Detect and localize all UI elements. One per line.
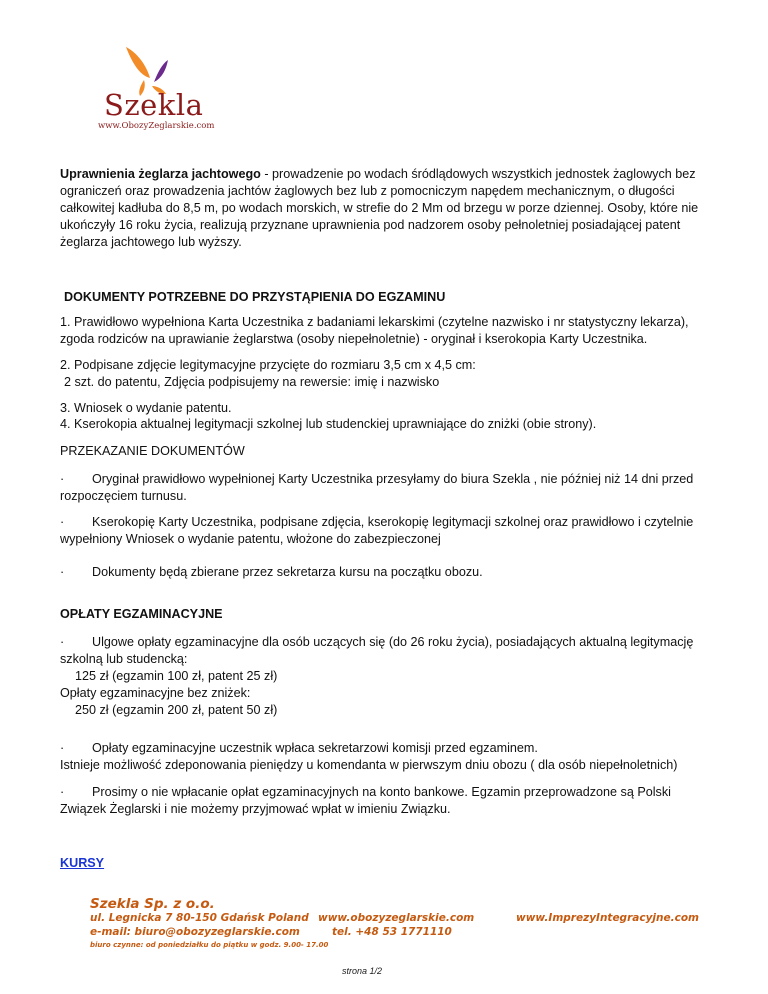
- kursy-link[interactable]: KURSY: [60, 856, 105, 870]
- logo-url: www.ObozyZeglarskie.com: [98, 121, 215, 131]
- transfer-text-3: Dokumenty będą zbierane przez sekretarza kursu na początku obozu.: [92, 565, 483, 579]
- intro-term: Uprawnienia żeglarza jachtowego: [60, 167, 261, 181]
- logo-name: Szekla: [104, 88, 204, 122]
- footer-company: Szekla Sp. z o.o.: [90, 896, 215, 912]
- footer-phone: tel. +48 53 1771110: [332, 926, 452, 938]
- bullet: ·: [60, 635, 65, 649]
- transfer-bullet-2: [60, 514, 720, 548]
- fees-heading: OPŁATY EGZAMINACYJNE: [60, 607, 223, 621]
- fees-text-2b: Istnieje możliwość zdeponowania pieniędzy u komendanta w pierwszym dniu obozu ( dla osób niepełnoletnich): [60, 758, 678, 772]
- documents-item-1: 1. Prawidłowo wypełniona Karta Uczestnika z badaniami lekarskimi (czytelne nazwisko i nr statystyczny lekarza), zgoda rodziców na uprawianie żeglarstwa (osoby niepełnoletnie) - oryginał i kserokopia Karty Uczestnika.: [60, 315, 689, 346]
- footer-email[interactable]: e-mail: biuro@obozyzeglarskie.com: [90, 926, 300, 938]
- fees-full: 250 zł (egzamin 200 zł, patent 50 zł): [75, 703, 278, 717]
- transfer-bullet-1: [60, 471, 720, 505]
- bullet: ·: [60, 565, 65, 579]
- bullet: ·: [60, 515, 65, 529]
- bullet: ·: [60, 741, 65, 755]
- transfer-text-2: Kserokopię Karty Uczestnika, podpisane zdjęcia, kserokopię legitymacji szkolnej oraz prawidłowo i czytelnie wypełniony Wniosek o wydanie patentu, włożone do zabezpieczonej: [60, 515, 694, 546]
- fees-full-label: Opłaty egzaminacyjne bez zniżek:: [60, 686, 251, 700]
- footer-site2[interactable]: www.ImprezyIntegracyjne.com: [516, 912, 699, 924]
- footer-site[interactable]: www.obozyzeglarskie.com: [318, 912, 475, 924]
- page-number: strona 1/2: [342, 966, 383, 976]
- documents-item-2b: 2 szt. do patentu, Zdjęcia podpisujemy na rewersie: imię i nazwisko: [64, 375, 440, 389]
- bullet: ·: [60, 472, 65, 486]
- fees-text-3: Prosimy o nie wpłacanie opłat egzaminacyjnych na konto bankowe. Egzamin przeprowadzone są Polski Związek Żeglarski i nie możemy przyjmować wpłat w imieniu Związku.: [60, 785, 671, 816]
- documents-item-4: 4. Kserokopia aktualnej legitymacji szkolnej lub studenckiej uprawniające do zniżki (obie strony).: [60, 417, 597, 431]
- footer-address: ul. Legnicka 7 80-150 Gdańsk Poland: [90, 912, 309, 924]
- fees-text-1: Ulgowe opłaty egzaminacyjne dla osób uczących się (do 26 roku życia), posiadających aktualną legitymację szkolną lub studencką:: [60, 635, 694, 666]
- fees-bullet-1: [60, 634, 720, 668]
- documents-item-3: 3. Wniosek o wydanie patentu.: [60, 401, 232, 415]
- fees-reduced: 125 zł (egzamin 100 zł, patent 25 zł): [75, 669, 278, 683]
- transfer-heading: PRZEKAZANIE DOKUMENTÓW: [60, 444, 245, 458]
- intro-text: - prowadzenie po wodach śródlądowych wszystkich jednostek żaglowych bez ograniczeń oraz prowadzenia jachtów żaglowych bez lub z pomocniczym napędem mechanicznym, o długości całkowitej kadłuba do 8,5 m, po wodach morskich, w strefie do 2 Mm od brzegu w porze dziennej. Osoby, które nie ukończyły 16 roku życia, realizują przyznane uprawnienia pod nadzorem osoby pełnoletniej posiadającej patent żeglarza jachtowego lub wyższy.: [60, 167, 699, 249]
- documents-item-2a: 2. Podpisane zdjęcie legitymacyjne przycięte do rozmiaru 3,5 cm x 4,5 cm:: [60, 358, 476, 372]
- footer-hours: biuro czynne: od poniedziałku do piątku w godz. 9.00- 17.00: [90, 941, 329, 949]
- transfer-bullet-3: [60, 564, 720, 581]
- intro-paragraph: [60, 166, 720, 251]
- documents-heading: DOKUMENTY POTRZEBNE DO PRZYSTĄPIENIA DO EGZAMINU: [64, 290, 446, 304]
- transfer-text-1: Oryginał prawidłowo wypełnionej Karty Uczestnika przesyłamy do biura Szekla , nie później niż 14 dni przed rozpoczęciem turnusu.: [60, 472, 694, 503]
- bullet: ·: [60, 785, 65, 799]
- fees-bullet-2: [60, 740, 720, 757]
- fees-bullet-3: [60, 784, 720, 818]
- fees-text-2: Opłaty egzaminacyjne uczestnik wpłaca sekretarzowi komisji przed egzaminem.: [92, 741, 538, 755]
